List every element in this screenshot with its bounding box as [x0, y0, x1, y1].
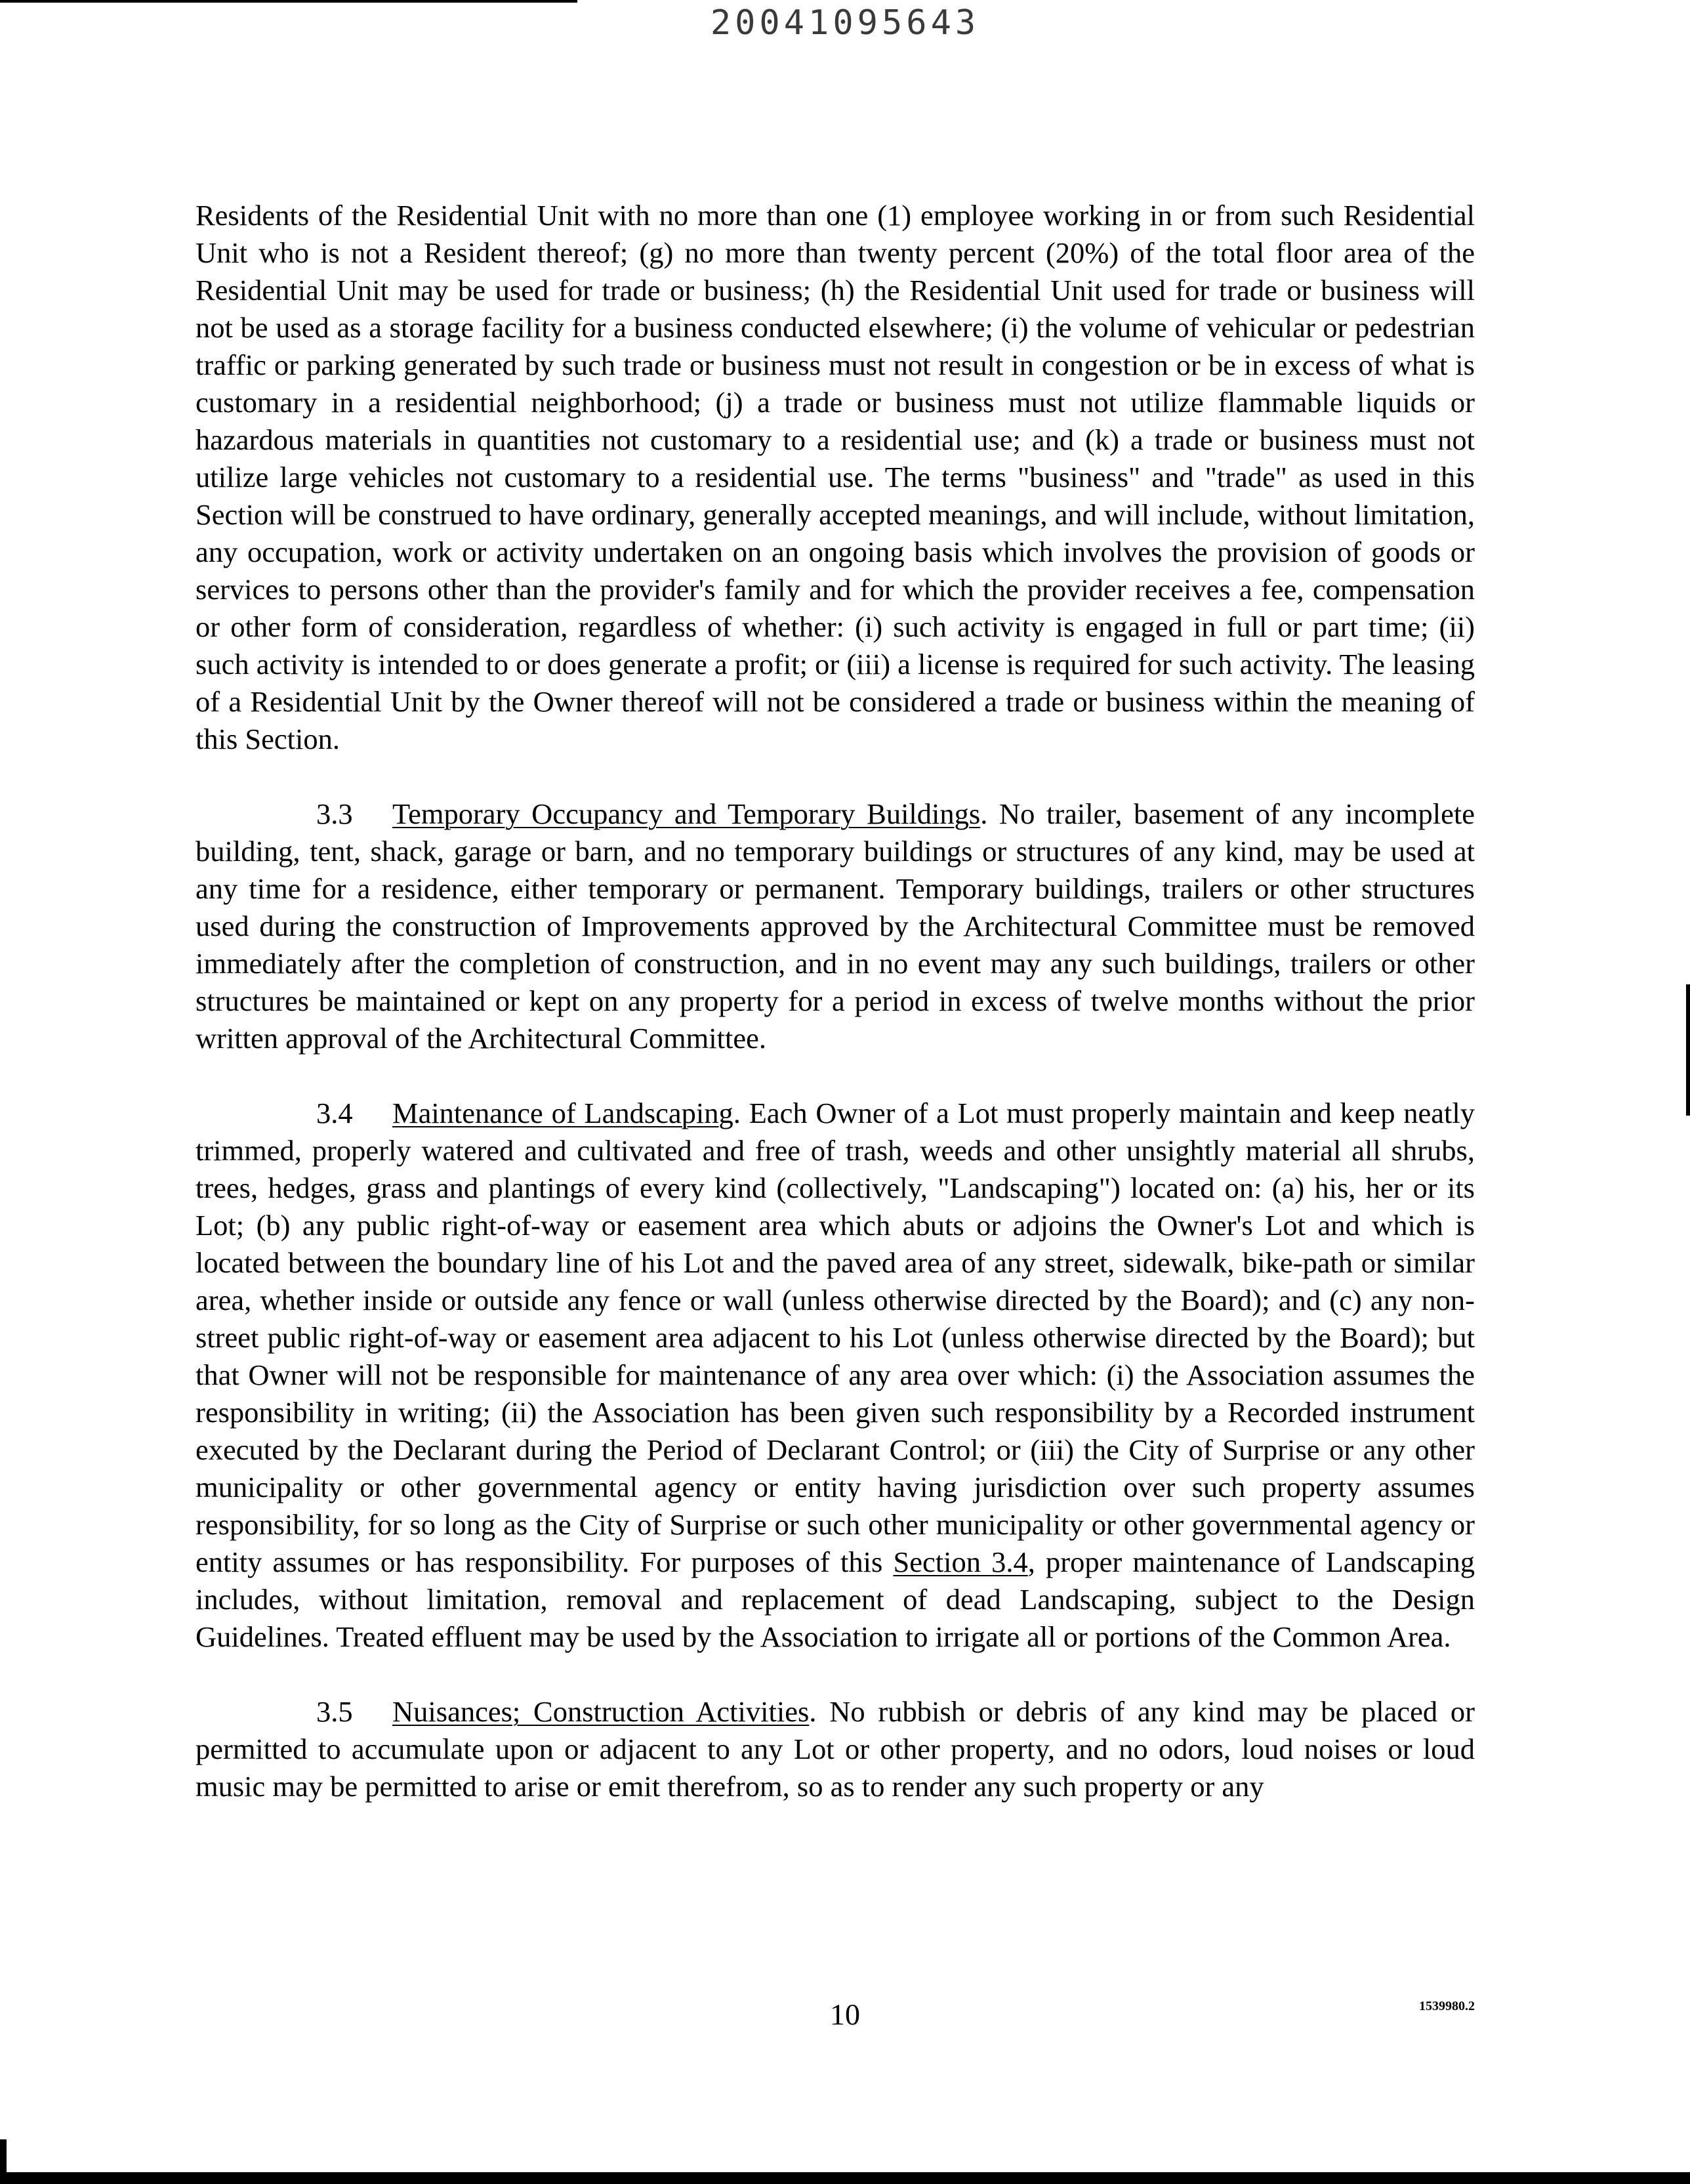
section-text: . Each Owner of a Lot must properly maintain and keep neatly trimmed, properly watered and cultivated and free of trash, weeds and other unsightly material all shrubs, trees, hedges, grass and plantings of every kind (collectively, "Landscaping") located on: (a) his, her or its Lot; (b) any public right-of-way or easement area which abuts or adjoins the Owner's Lot and which is located between the boundary line of his Lot and the paved area of any street, sidewalk, bike-path or similar area, whether inside or outside any fence or wall (unless otherwise directed by the Board); and (c) any non-street public right-of-way or easement area adjacent to his Lot (unless otherwise directed by the Board); but that Owner will not be responsible for maintenance of any area over which: (i) the Association assumes the responsibility in writing; (ii) the Association has been given such responsibility by a Recorded instrument executed by the Declarant during the Period of Declarant Control; or (iii) the City of Surprise or any other municipality or other governmental agency or entity having jurisdiction over such property assumes responsibility, for so long as the City of Surprise or such other municipality or other governmental agency or entity assumes or has responsibility. For purposes of this: [196, 1097, 1475, 1578]
section-number: 3.4: [316, 1097, 353, 1129]
section-3-5-paragraph: [196, 1693, 1475, 1805]
page-number: 10: [830, 1998, 860, 2031]
recording-number: 20041095643: [710, 3, 980, 43]
scan-edge-bottom: [0, 2172, 1690, 2184]
section-text: . No trailer, basement of any incomplete building, tent, shack, garage or barn, and no temporary buildings or structures of any kind, may be used at any time for a residence, either temporary or permanent. Temporary buildings, trailers or other structures used during the construction of Improvements approved by the Architectural Committee must be removed immediately after the completion of construction, and in no event may any such buildings, trailers or other structures be maintained or kept on any property for a period in excess of twelve months without the prior written approval of the Architectural Committee.: [196, 797, 1475, 1055]
section-3-4-paragraph: [196, 1095, 1475, 1656]
continuation-paragraph: Residents of the Residential Unit with no more than one (1) employee working in or from such Residential Unit who is not a Resident thereof; (g) no more than twenty percent (20%) of the total floor area of the Residential Unit may be used for trade or business; (h) the Residential Unit used for trade or business will not be used as a storage facility for a business conducted elsewhere; (i) the volume of vehicular or pedestrian traffic or parking generated by such trade or business must not result in congestion or be in excess of what is customary in a residential neighborhood; (j) a trade or business must not utilize flammable liquids or hazardous materials in quantities not customary to a residential use; and (k) a trade or business must not utilize large vehicles not customary to a residential use. The terms "business" and "trade" as used in this Section will be construed to have ordinary, generally accepted meanings, and will include, without limitation, any occupation, work or activity undertaken on an ongoing basis which involves the provision of goods or services to persons other than the provider's family and for which the provider receives a fee, compensation or other form of consideration, regardless of whether: (i) such activity is engaged in full or part time; (ii) such activity is intended to or does generate a profit; or (iii) a license is required for such activity. The leasing of a Residential Unit by the Owner thereof will not be considered a trade or business within the meaning of this Section.: [196, 199, 1475, 755]
scan-edge-right-mark: [1686, 984, 1690, 1116]
section-heading: Nuisances; Construction Activities: [392, 1695, 810, 1728]
section-heading: Temporary Occupancy and Temporary Buildings: [392, 797, 981, 830]
section-cross-reference: Section 3.4: [893, 1545, 1028, 1578]
page-body: [196, 197, 1475, 1843]
section-number: 3.3: [316, 797, 353, 830]
section-text: . No rubbish or debris of any kind may be placed or permitted to accumulate upon or adjacent to any Lot or other property, and no odors, loud noises or loud music may be permitted to arise or emit therefrom, so as to render any such property or any: [196, 1695, 1475, 1803]
section-heading: Maintenance of Landscaping: [392, 1097, 733, 1129]
document-id: 1539980.2: [1419, 1999, 1475, 2013]
section-number: 3.5: [316, 1695, 353, 1728]
section-text-continued: , proper maintenance of Landscaping includes, without limitation, removal and replacement of dead Landscaping, subject to the Design Guidelines. Treated effluent may be used by the Association to irrigate all or portions of the Common Area.: [196, 1545, 1475, 1653]
section-3-3-paragraph: [196, 795, 1475, 1057]
